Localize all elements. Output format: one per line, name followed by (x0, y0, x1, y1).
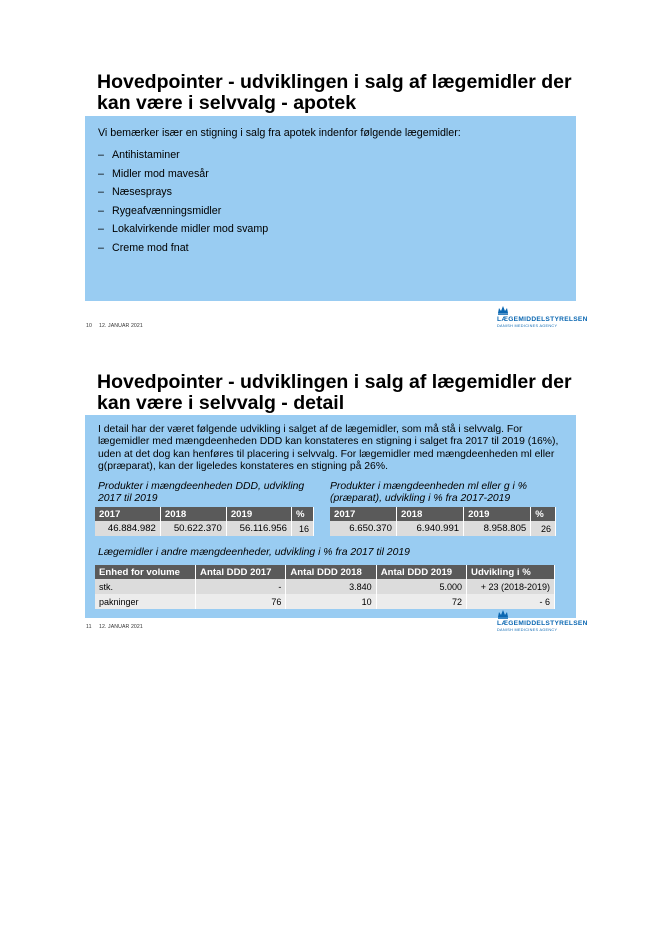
slide-date: 12. JANUAR 2021 (99, 323, 143, 329)
slide-number: 11 (86, 624, 92, 630)
table-row (95, 521, 314, 536)
table-cell: 10 (286, 594, 376, 609)
table-cell: pakninger (95, 594, 196, 609)
logo-subtitle: DANISH MEDICINES AGENCY (497, 628, 558, 632)
table-header: % (291, 507, 313, 521)
table-cell: 76 (196, 594, 286, 609)
table-header: 2019 (226, 507, 291, 521)
bullet-list (98, 146, 268, 257)
table-cell: stk. (95, 579, 196, 594)
table-header: 2018 (396, 507, 463, 521)
table-cell: 5.000 (376, 579, 466, 594)
other-units-table (95, 565, 555, 609)
slide-10 (0, 0, 661, 340)
slide-title: Hovedpointer - udviklingen i salg af lægemidler der kan være i selvvalg - apotek (97, 71, 572, 114)
table-header: Enhed for volume (95, 565, 196, 579)
table-cell: 16 (291, 521, 313, 536)
table-caption-other-units: Lægemidler i andre mængdeenheder, udvikling i % fra 2017 til 2019 (98, 547, 410, 558)
table-caption-ddd: Produkter i mængdeenheden DDD, udvikling 2017 til 2019 (98, 481, 305, 504)
logo-name: LÆGEMIDDELSTYRELSEN (497, 620, 588, 627)
list-item: – Creme mod fnat (98, 241, 189, 254)
table-header: Antal DDD 2019 (376, 565, 466, 579)
table-row (330, 521, 556, 536)
table-row (95, 579, 555, 594)
table-cell: - (196, 579, 286, 594)
table-header: 2017 (95, 507, 160, 521)
logo-subtitle: DANISH MEDICINES AGENCY (497, 324, 558, 328)
table-header: Udvikling i % (467, 565, 555, 579)
slide-number: 10 (86, 323, 92, 329)
crown-icon (497, 609, 509, 619)
content-panel (85, 415, 576, 618)
table-header: 2019 (464, 507, 531, 521)
list-item: – Lokalvirkende midler mod svamp (98, 223, 269, 235)
table-header: 2017 (330, 507, 396, 521)
table-cell: 3.840 (286, 579, 376, 594)
ddd-table (95, 507, 314, 536)
table-header: Antal DDD 2017 (196, 565, 286, 579)
table-cell: 72 (376, 594, 466, 609)
table-header: Antal DDD 2018 (286, 565, 376, 579)
table-header: % (531, 507, 556, 521)
slide-title: Hovedpointer - udviklingen i salg af lægemidler der kan være i selvvalg - detail (97, 371, 572, 414)
table-cell: 26 (531, 521, 556, 536)
table-cell: 46.884.982 (95, 521, 160, 536)
slide-date: 12. JANUAR 2021 (99, 624, 143, 630)
table-cell: 6.940.991 (396, 521, 463, 536)
list-item: – Antihistaminer (98, 149, 180, 161)
table-row (95, 594, 555, 609)
list-item: – Næsesprays (98, 186, 172, 198)
list-item: – Rygeafvænningsmidler (98, 204, 222, 217)
intro-text: Vi bemærker især en stigning i salg fra apotek indenfor følgende lægemidler: (98, 127, 461, 139)
table-cell: + 23 (2018-2019) (467, 579, 555, 594)
logo-name: LÆGEMIDDELSTYRELSEN (497, 316, 588, 323)
table-cell: 6.650.370 (330, 521, 396, 536)
table-cell: - 6 (467, 594, 555, 609)
content-panel (85, 116, 576, 301)
table-cell: 56.116.956 (226, 521, 291, 536)
crown-icon (497, 305, 509, 315)
table-header: 2018 (160, 507, 226, 521)
intro-text: I detail har der været følgende udvikling i salget af de lægemidler, som må stå i selvvalg. For lægemidler med mængdeenheden DDD kan konstateres en stigning i salget fra 2017 til 2019 (16%), uden at det dog kan henføres til placering i selvvalg. For lægemidler med mængdeenheden ml eller g(præparat), kan der ligeledes konstateres en stigning på 26%. (98, 424, 559, 473)
slide-11 (0, 360, 661, 640)
table-cell: 50.622.370 (160, 521, 226, 536)
ml-g-table (330, 507, 556, 536)
table-caption-ml-g: Produkter i mængdeenheden ml eller g i % (præparat), udvikling i % fra 2017-2019 (330, 481, 527, 504)
table-cell: 8.958.805 (464, 521, 531, 536)
list-item: – Midler mod mavesår (98, 167, 209, 180)
